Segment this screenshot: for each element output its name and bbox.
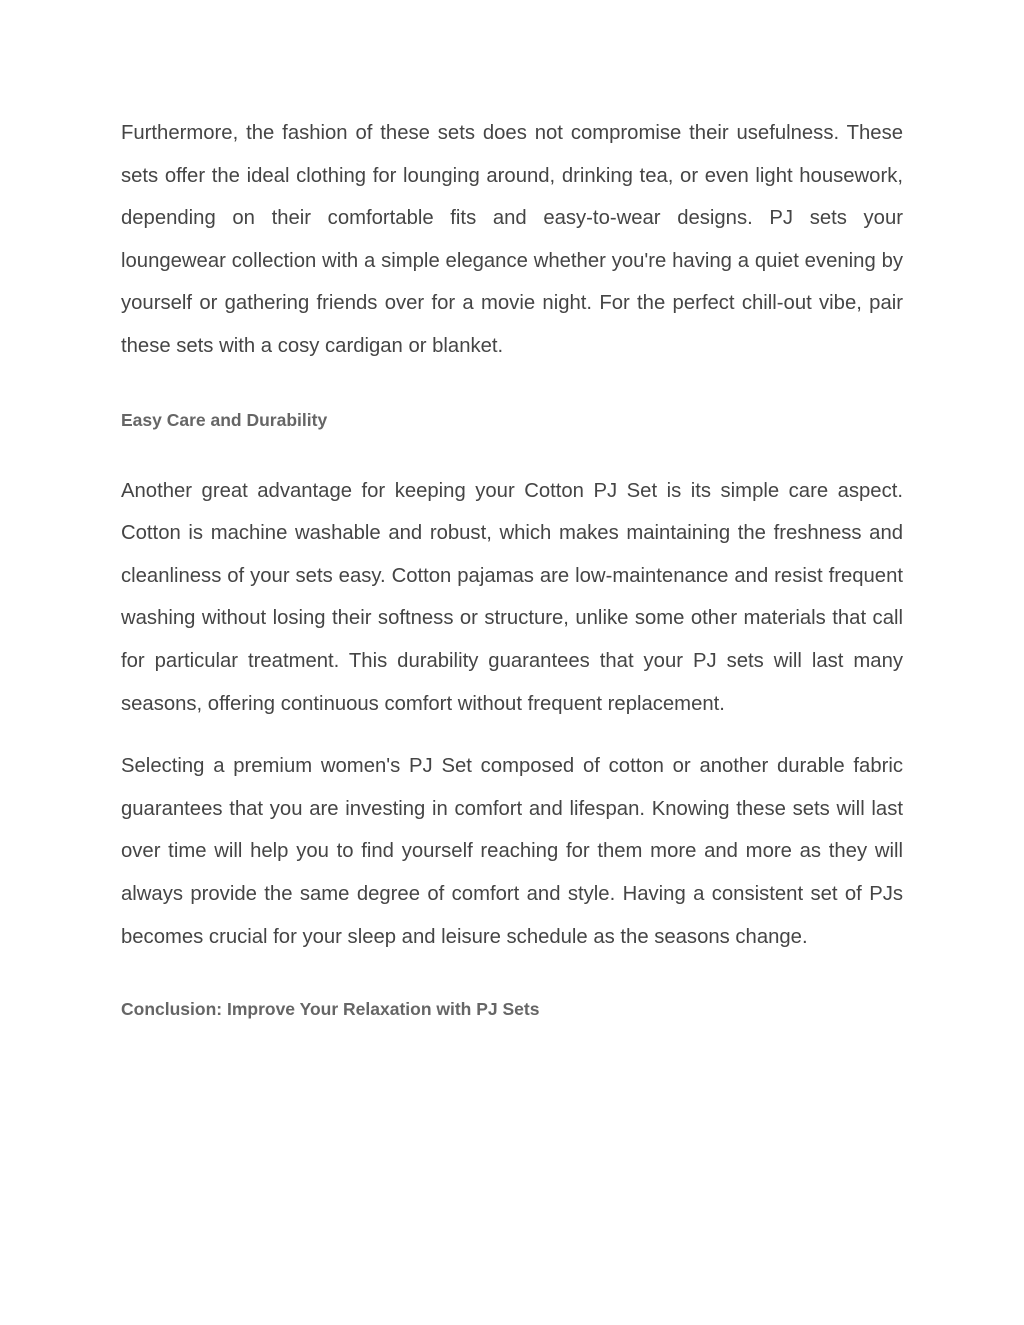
section-heading-easy-care: Easy Care and Durability [121,409,328,430]
paragraph-easy-care: Another great advantage for keeping your Cotton PJ Set is its simple care aspect. Cotton is machine washable and robust, which makes maintaining the freshness and cleanliness of your sets easy. Cotton pajamas are low-maintenance and resist frequent washing without losing their softness or structure, unlike some other materials that call for particular treatment. This durability guarantees that your PJ sets will last many seasons, offering continuous comfort without frequent replacement. [121,479,903,715]
document-page [121,112,903,1021]
paragraph-premium-pj-set: Selecting a premium women's PJ Set composed of cotton or another durable fabric guarantees that you are investing in comfort and lifespan. Knowing these sets will last over time will help you to find yourself reaching for them more and more as they will always provide the same degree of comfort and style. Having a consistent set of PJs becomes crucial for your sleep and leisure schedule as the seasons change. [121,755,903,948]
paragraph-fashion-usefulness: Furthermore, the fashion of these sets does not compromise their usefulness. These sets offer the ideal clothing for lounging around, drinking tea, or even light housework, depending on their comfortable fits and easy-to-wear designs. PJ sets your loungewear collection with a simple elegance whether you're having a quiet evening by yourself or gathering friends over for a movie night. For the perfect chill-out vibe, pair these sets with a cosy cardigan or blanket. [121,122,903,357]
section-heading-conclusion: Conclusion: Improve Your Relaxation with PJ Sets [121,999,540,1020]
